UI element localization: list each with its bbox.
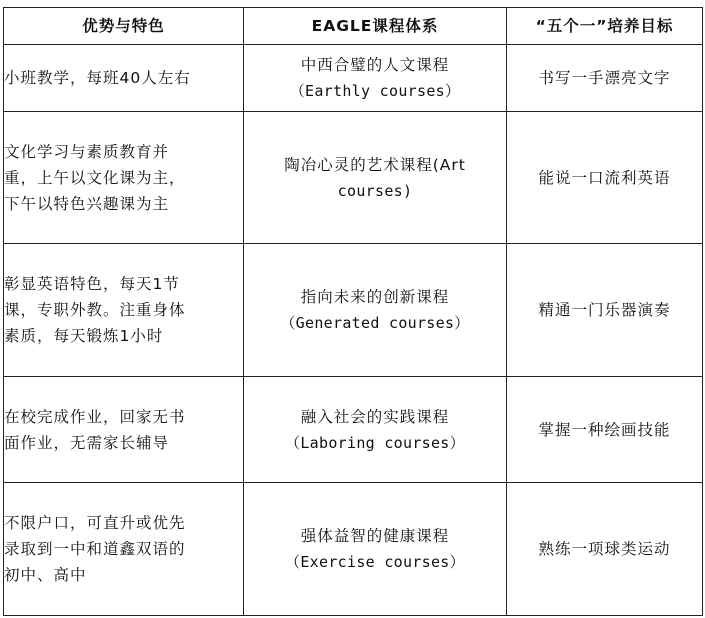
advantage-cell [4,112,244,244]
advantage-line: 不限户口，可直升或优先 [4,514,186,532]
advantage-cell [4,377,244,483]
advantage-line: 文化学习与素质教育并 [4,142,170,161]
header-row [4,8,703,45]
header-advantages: 优势与特色 [4,8,244,45]
advantage-line: 录取到一中和道鑫双语的 [4,540,186,558]
advantage-cell [4,45,244,112]
course-cell [244,377,507,483]
advantage-line: 彰显英语特色，每天1节 [4,275,180,293]
course-cell [244,112,507,244]
goal-cell: 能说一口流利英语 [507,112,703,244]
course-name-cn: 陶冶心灵的艺术课程(Art [284,155,466,174]
course-cell [244,483,507,616]
goal-cell: 书写一手漂亮文字 [507,45,703,112]
table-row [4,244,703,377]
advantage-cell [4,244,244,377]
course-name-en: courses) [337,181,413,200]
table-row [4,45,703,112]
header-goals: “五个一”培养目标 [507,8,703,45]
advantage-line: 下午以特色兴趣课为主 [4,194,170,213]
course-name-cn: 强体益智的健康课程 [300,527,450,545]
course-name-cn: 指向未来的创新课程 [300,288,450,306]
course-name-en: （Laboring courses） [285,433,465,452]
goal-cell: 精通一门乐器演奏 [507,244,703,377]
course-name-en: （Earthly courses） [289,82,461,100]
table-row [4,377,703,483]
course-name-cn: 中西合璧的人文课程 [300,56,450,74]
curriculum-table [3,7,703,616]
goal-cell: 掌握一种绘画技能 [507,377,703,483]
advantage-line: 课，专职外教。注重身体 [4,301,186,319]
course-cell [244,45,507,112]
advantage-cell [4,483,244,616]
header-curriculum: EAGLE课程体系 [244,8,507,45]
goal-cell: 熟练一项球类运动 [507,483,703,616]
advantage-line: 重，上午以文化课为主， [4,168,186,187]
advantage-line: 面作业，无需家长辅导 [4,433,170,452]
advantage-line: 在校完成作业，回家无书 [4,407,186,426]
table-row [4,483,703,616]
course-name-en: （Exercise courses） [285,553,465,571]
course-name-cn: 融入社会的实践课程 [300,407,450,426]
advantage-line: 初中、高中 [4,566,87,584]
advantage-line: 素质，每天锻炼1小时 [4,327,164,345]
table-row [4,112,703,244]
course-cell [244,244,507,377]
course-name-en: （Generated courses） [280,314,470,332]
advantage-line: 小班教学，每班40人左右 [4,69,191,87]
